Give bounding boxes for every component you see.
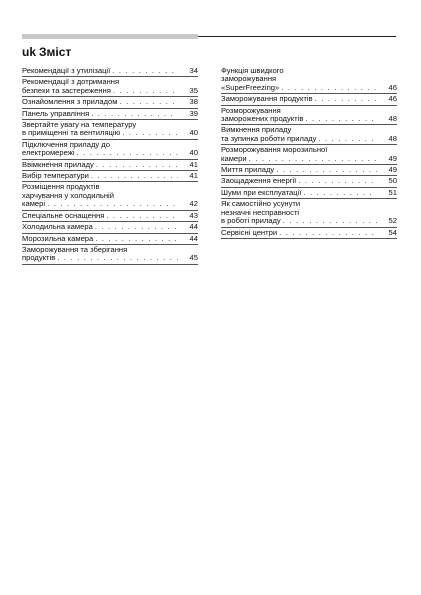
toc-page-number: 46 (388, 82, 397, 92)
toc-entry-title: Спеціальне оснащення (22, 210, 105, 220)
toc-page-number: 35 (189, 85, 198, 95)
toc-entry-title: Рекомендації з утилізації (22, 66, 111, 75)
toc-entry-title: продуктів (22, 253, 56, 263)
header-rule (198, 36, 396, 37)
toc-entry[interactable] (221, 199, 397, 227)
toc-entry-line (22, 67, 198, 75)
toc-dot-leader (91, 110, 178, 118)
toc-page-number: 48 (388, 114, 397, 124)
toc-entry-title: Заощадження енергії (221, 176, 297, 186)
toc-dot-leader (47, 200, 178, 208)
toc-dot-leader (276, 166, 377, 174)
toc-entry-title: Підключення приладу до (22, 139, 110, 149)
toc-entry-line (221, 146, 397, 154)
toc-dot-leader (57, 254, 178, 262)
toc-entry-line (221, 84, 397, 92)
toc-entry-title: Вимкнення приладу (221, 125, 292, 135)
toc-page-number: 41 (189, 159, 198, 169)
toc-entry-title: незначні несправності (221, 207, 300, 217)
toc-entry-title: камері (22, 199, 46, 209)
header-bar (22, 34, 198, 39)
toc-entry-title: «SuperFreezing» (221, 82, 280, 92)
toc-entry-title: Ввімкнення приладу (22, 159, 94, 169)
toc-entry-line (22, 254, 198, 262)
toc-entry-title: камери (221, 153, 247, 163)
toc-entry-title: Розморожування морозильної (221, 145, 328, 155)
toc-entry-title: Звертайте увагу на температуру (22, 120, 137, 130)
toc-entry[interactable] (221, 66, 397, 94)
toc-page-number: 49 (388, 165, 397, 175)
toc-entry-title: Розморожування (221, 105, 281, 115)
toc-dot-leader (298, 177, 377, 185)
toc-entry-line (221, 135, 397, 143)
toc-entry-title: Морозильна камера (22, 233, 94, 243)
toc-entry-title: Функція швидкого (221, 66, 284, 75)
toc-entry[interactable] (221, 228, 397, 239)
toc-entry[interactable] (221, 165, 397, 176)
toc-entry[interactable] (22, 211, 198, 222)
toc-entry-line (221, 217, 397, 225)
toc-entry[interactable] (221, 176, 397, 187)
toc-entry[interactable] (22, 171, 198, 182)
toc-entry-title: заморожених продуктів (221, 114, 304, 124)
toc-dot-leader (95, 223, 178, 231)
toc-page-number: 43 (189, 210, 198, 220)
toc-dot-leader (119, 98, 178, 106)
toc-dot-leader (281, 84, 377, 92)
toc-entry-line (22, 212, 198, 220)
toc-entry[interactable] (22, 109, 198, 120)
toc-entry-line (22, 110, 198, 118)
toc-entry-line (22, 161, 198, 169)
toc-page-number: 34 (189, 66, 198, 75)
toc-dot-leader (122, 129, 178, 137)
toc-entry-title: Ознайомлення з приладом (22, 97, 118, 107)
toc-entry-line (22, 87, 198, 95)
toc-entry[interactable] (221, 188, 397, 199)
toc-entry-title: безпеки та застереження (22, 85, 111, 95)
toc-dot-leader (315, 95, 377, 103)
toc-dot-leader (96, 161, 178, 169)
toc-entry-title: Розміщення продуктів (22, 182, 100, 192)
toc-column-left (22, 66, 198, 265)
toc-dot-leader (95, 235, 178, 243)
toc-entry-line (22, 149, 198, 157)
toc-entry[interactable] (221, 106, 397, 126)
toc-entry-title: Холодильна камера (22, 222, 93, 232)
toc-page-number: 40 (189, 148, 198, 158)
toc-entry-title: в роботі приладу (221, 216, 281, 226)
toc-dot-leader (112, 67, 178, 75)
toc-entry-title: електромережі (22, 148, 75, 158)
title-text: Зміст (39, 45, 72, 59)
toc-entry-title: Як самостійно усунути (221, 199, 301, 209)
toc-entry[interactable] (22, 120, 198, 140)
toc-entry-title: та зупинка роботи приладу (221, 133, 317, 143)
toc-entry[interactable] (221, 94, 397, 105)
toc-page-number: 38 (189, 97, 198, 107)
toc-dot-leader (279, 229, 377, 237)
toc-page-number: 44 (189, 222, 198, 232)
toc-dot-leader (249, 155, 377, 163)
toc-entry-line (22, 235, 198, 243)
toc-page-number: 44 (189, 233, 198, 243)
toc-entry-line (221, 189, 397, 197)
toc-entry[interactable] (22, 160, 198, 171)
toc-entry[interactable] (221, 125, 397, 145)
toc-entry-line (22, 129, 198, 137)
toc-entry[interactable] (22, 245, 198, 265)
toc-entry-line (221, 95, 397, 103)
toc-dot-leader (77, 149, 178, 157)
toc-page-number: 48 (388, 133, 397, 143)
toc-entry[interactable] (22, 97, 198, 108)
toc-page-number: 45 (189, 253, 198, 263)
toc-entry-line (221, 177, 397, 185)
toc-entry[interactable] (22, 222, 198, 233)
toc-entry-title: Заморожування продуктів (221, 94, 313, 104)
toc-entry-line (22, 192, 198, 200)
toc-entry-title: харчування у холодильній (22, 190, 114, 200)
toc-dot-leader (283, 217, 377, 225)
toc-page-number: 49 (388, 153, 397, 163)
toc-dot-leader (106, 212, 178, 220)
toc-entry-line (22, 200, 198, 208)
toc-entry-title: заморожування (221, 74, 277, 84)
toc-entry[interactable] (22, 77, 198, 97)
toc-entry-title: Панель управління (22, 108, 90, 118)
toc-dot-leader (113, 87, 178, 95)
toc-entry-title: Вибір температури (22, 171, 89, 181)
page-title (22, 45, 71, 59)
toc-entry-line (22, 223, 198, 231)
toc-page-number: 46 (388, 94, 397, 104)
toc-page-number: 52 (388, 216, 397, 226)
toc-entry[interactable] (22, 234, 198, 245)
toc-entry-title: Сервісні центри (221, 227, 278, 237)
toc-dot-leader (305, 115, 377, 123)
toc-page-number: 51 (388, 187, 397, 197)
toc-page-number: 42 (189, 199, 198, 209)
toc-page-number: 54 (388, 227, 397, 237)
toc-entry[interactable] (22, 66, 198, 77)
toc-entry-title: в приміщенні та вентиляцію (22, 128, 121, 138)
toc-entry-title: Рекомендації з дотримання (22, 77, 120, 87)
toc-entry-title: Заморожування та зберігання (22, 244, 128, 254)
toc-entry-line (221, 229, 397, 237)
toc-page-number: 39 (189, 108, 198, 118)
toc-entry[interactable] (22, 182, 198, 210)
toc-entry-line (221, 115, 397, 123)
toc-entry-line (221, 155, 397, 163)
toc-entry-title: Шуми при експлуатації (221, 187, 302, 197)
toc-entry[interactable] (22, 140, 198, 160)
toc-entry-title: Миття приладу (221, 165, 275, 175)
toc-dot-leader (91, 172, 178, 180)
toc-dot-leader (303, 189, 377, 197)
toc-entry-line (22, 172, 198, 180)
toc-page-number: 50 (388, 176, 397, 186)
toc-dot-leader (318, 135, 377, 143)
toc-column-right (221, 66, 397, 239)
toc-entry-line (221, 166, 397, 174)
toc-entry-line (22, 98, 198, 106)
toc-page-number: 41 (189, 171, 198, 181)
toc-page-number: 40 (189, 128, 198, 138)
toc-entry[interactable] (221, 145, 397, 165)
language-code: uk (22, 45, 37, 59)
